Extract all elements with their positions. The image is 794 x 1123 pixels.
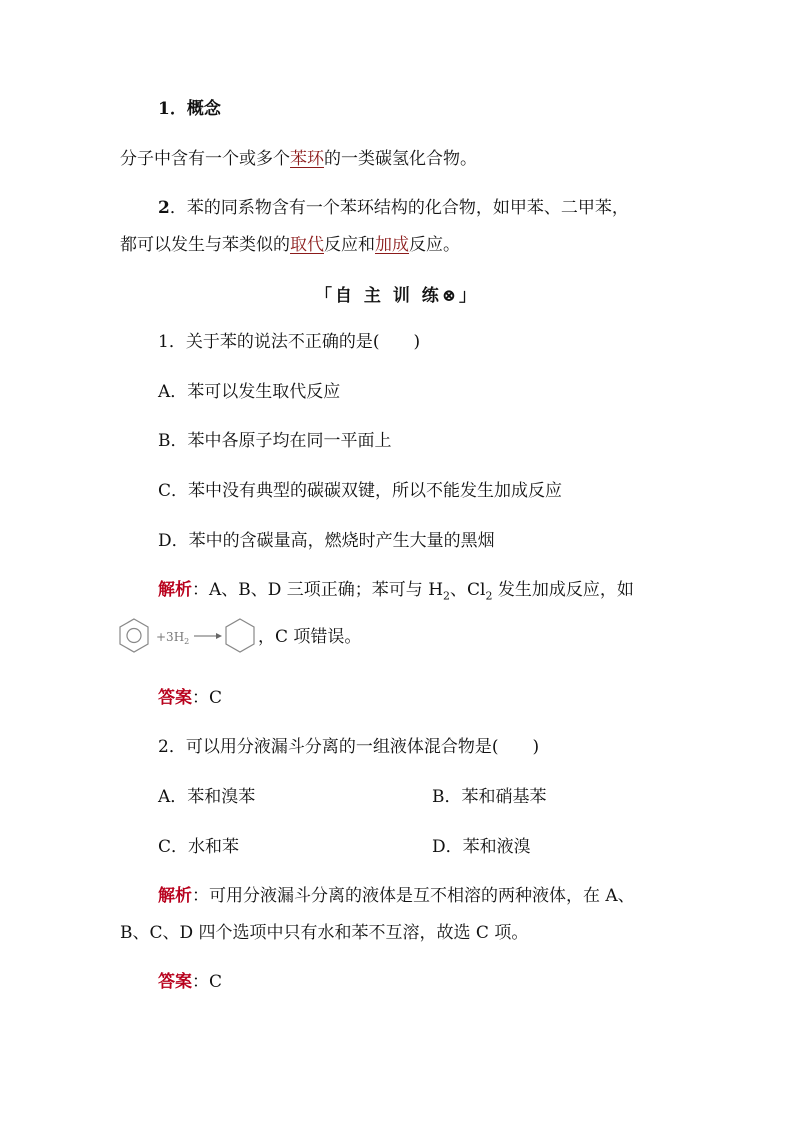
analysis-label: 解析 [158,886,192,906]
q2-stem: 2．可以用分液漏斗分离的一组液体混合物是( ) [158,737,540,757]
q2-option-b: B．苯和硝基苯 [432,787,547,807]
q2-option-c: C．水和苯 [158,837,240,857]
benzene-ring-icon [120,619,148,652]
term-addition: 加成 [375,235,409,255]
benzene-hydrogenation-equation [118,616,258,658]
q1-option-d: D．苯中的含碳量高，燃烧时产生大量的黑烟 [158,531,495,551]
q1-option-a: A．苯可以发生取代反应 [158,382,341,402]
term-substitution: 取代 [290,235,324,255]
analysis-label: 解析 [158,580,192,600]
reagent-label: $+3H_2$ [156,630,190,646]
answer-label: 答案 [158,972,192,992]
q2-option-d: D．苯和液溴 [432,837,531,857]
section-title: 「自 主 训 练⊗」 [315,286,479,306]
answer-label: 答案 [158,688,192,708]
q1-option-b: B．苯中各原子均在同一平面上 [158,431,392,451]
aromatic-circle-icon [127,629,141,643]
q2-analysis-line1: 解析：可用分液漏斗分离的液体是互不相溶的两种液体，在 A、 [158,886,635,906]
q2-answer: 答案：C [158,972,223,992]
q1-option-c: C．苯中没有典型的碳碳双键，所以不能发生加成反应 [158,481,563,501]
concept-point-2-line1: 2．苯的同系物含有一个苯环结构的化合物，如甲苯、二甲苯， [158,198,629,218]
term-benzene-ring: 苯环 [290,149,324,169]
q1-analysis-tail: ，C 项错误。 [258,627,362,647]
q2-analysis-line2: B、C、D 四个选项中只有水和苯不互溶，故选 C 项。 [120,923,529,943]
concept-definition: 分子中含有一个或多个苯环的一类碳氢化合物。 [120,149,477,169]
q1-analysis: 解析：A、B、D 三项正确；苯可与 $H_2$、$Cl_2$ 发生加成反应，如 [158,580,634,603]
q2-option-a: A．苯和溴苯 [158,787,256,807]
concept-heading: 1．概念 [158,99,221,119]
cyclohexane-ring-icon [226,619,254,652]
q1-answer: 答案：C [158,688,223,708]
q1-stem: 1．关于苯的说法不正确的是( ) [158,332,421,352]
concept-point-2-line2: 都可以发生与苯类似的取代反应和加成反应。 [120,235,460,255]
